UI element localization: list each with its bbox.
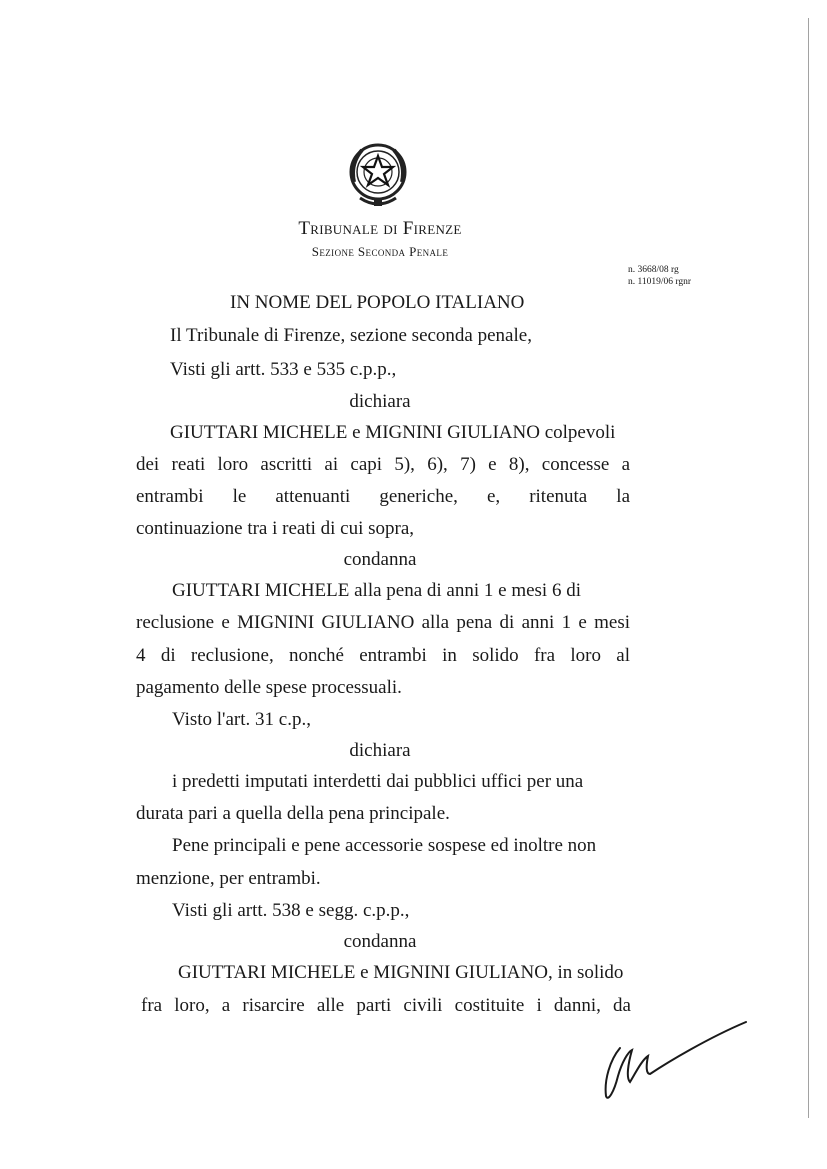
text-line: i predetti imputati interdetti dai pubblici uffici per una <box>172 771 584 792</box>
text-line: pagamento delle spese processuali. <box>136 677 402 698</box>
ref-rgnr: n. 11019/06 rgnr <box>628 277 692 287</box>
text-line: GIUTTARI MICHELE e MIGNINI GIULIANO colpevoli <box>170 422 616 443</box>
text-line: Visti gli artt. 538 e segg. c.p.p., <box>172 900 410 921</box>
text-line: GIUTTARI MICHELE e MIGNINI GIULIANO, in solido <box>178 962 624 983</box>
text-line: Visto l'art. 31 c.p., <box>172 709 311 730</box>
invocation-heading: IN NOME DEL POPOLO ITALIANO <box>230 292 525 313</box>
text-line: 4 di reclusione, nonché entrambi in solido fra loro al <box>136 645 630 666</box>
page-edge-line <box>808 18 809 1118</box>
case-references <box>628 264 691 288</box>
text-line: GIUTTARI MICHELE alla pena di anni 1 e mesi 6 di <box>172 580 581 601</box>
court-name: Tribunale di Firenze <box>298 218 462 239</box>
ref-rg: n. 3668/08 rg <box>628 265 679 275</box>
text-line: fra loro, a risarcire alle parti civili costituite i danni, da <box>141 995 631 1016</box>
operative-heading-declares: dichiara <box>349 391 411 412</box>
text-line: dei reati loro ascritti ai capi 5), 6), 7) e 8), concesse a <box>136 454 630 475</box>
text-line: Il Tribunale di Firenze, sezione seconda penale, <box>170 325 532 346</box>
text-line: continuazione tra i reati di cui sopra, <box>136 518 415 539</box>
text-line: durata pari a quella della pena principale. <box>136 803 450 824</box>
text-line: Visti gli artt. 533 e 535 c.p.p., <box>170 359 397 380</box>
operative-heading-condemns: condanna <box>343 931 417 952</box>
operative-heading-declares: dichiara <box>349 740 411 761</box>
court-section: Sezione Seconda Penale <box>311 244 449 259</box>
text-line: menzione, per entrambi. <box>136 868 321 889</box>
italian-republic-emblem-icon <box>344 138 412 210</box>
text-line: entrambi le attenuanti generiche, e, ritenuta la <box>136 486 630 507</box>
operative-heading-condemns: condanna <box>343 549 417 570</box>
text-line: reclusione e MIGNINI GIULIANO alla pena di anni 1 e mesi <box>136 612 630 633</box>
handwritten-signature <box>598 1010 758 1105</box>
text-line: Pene principali e pene accessorie sospese ed inoltre non <box>172 835 597 856</box>
